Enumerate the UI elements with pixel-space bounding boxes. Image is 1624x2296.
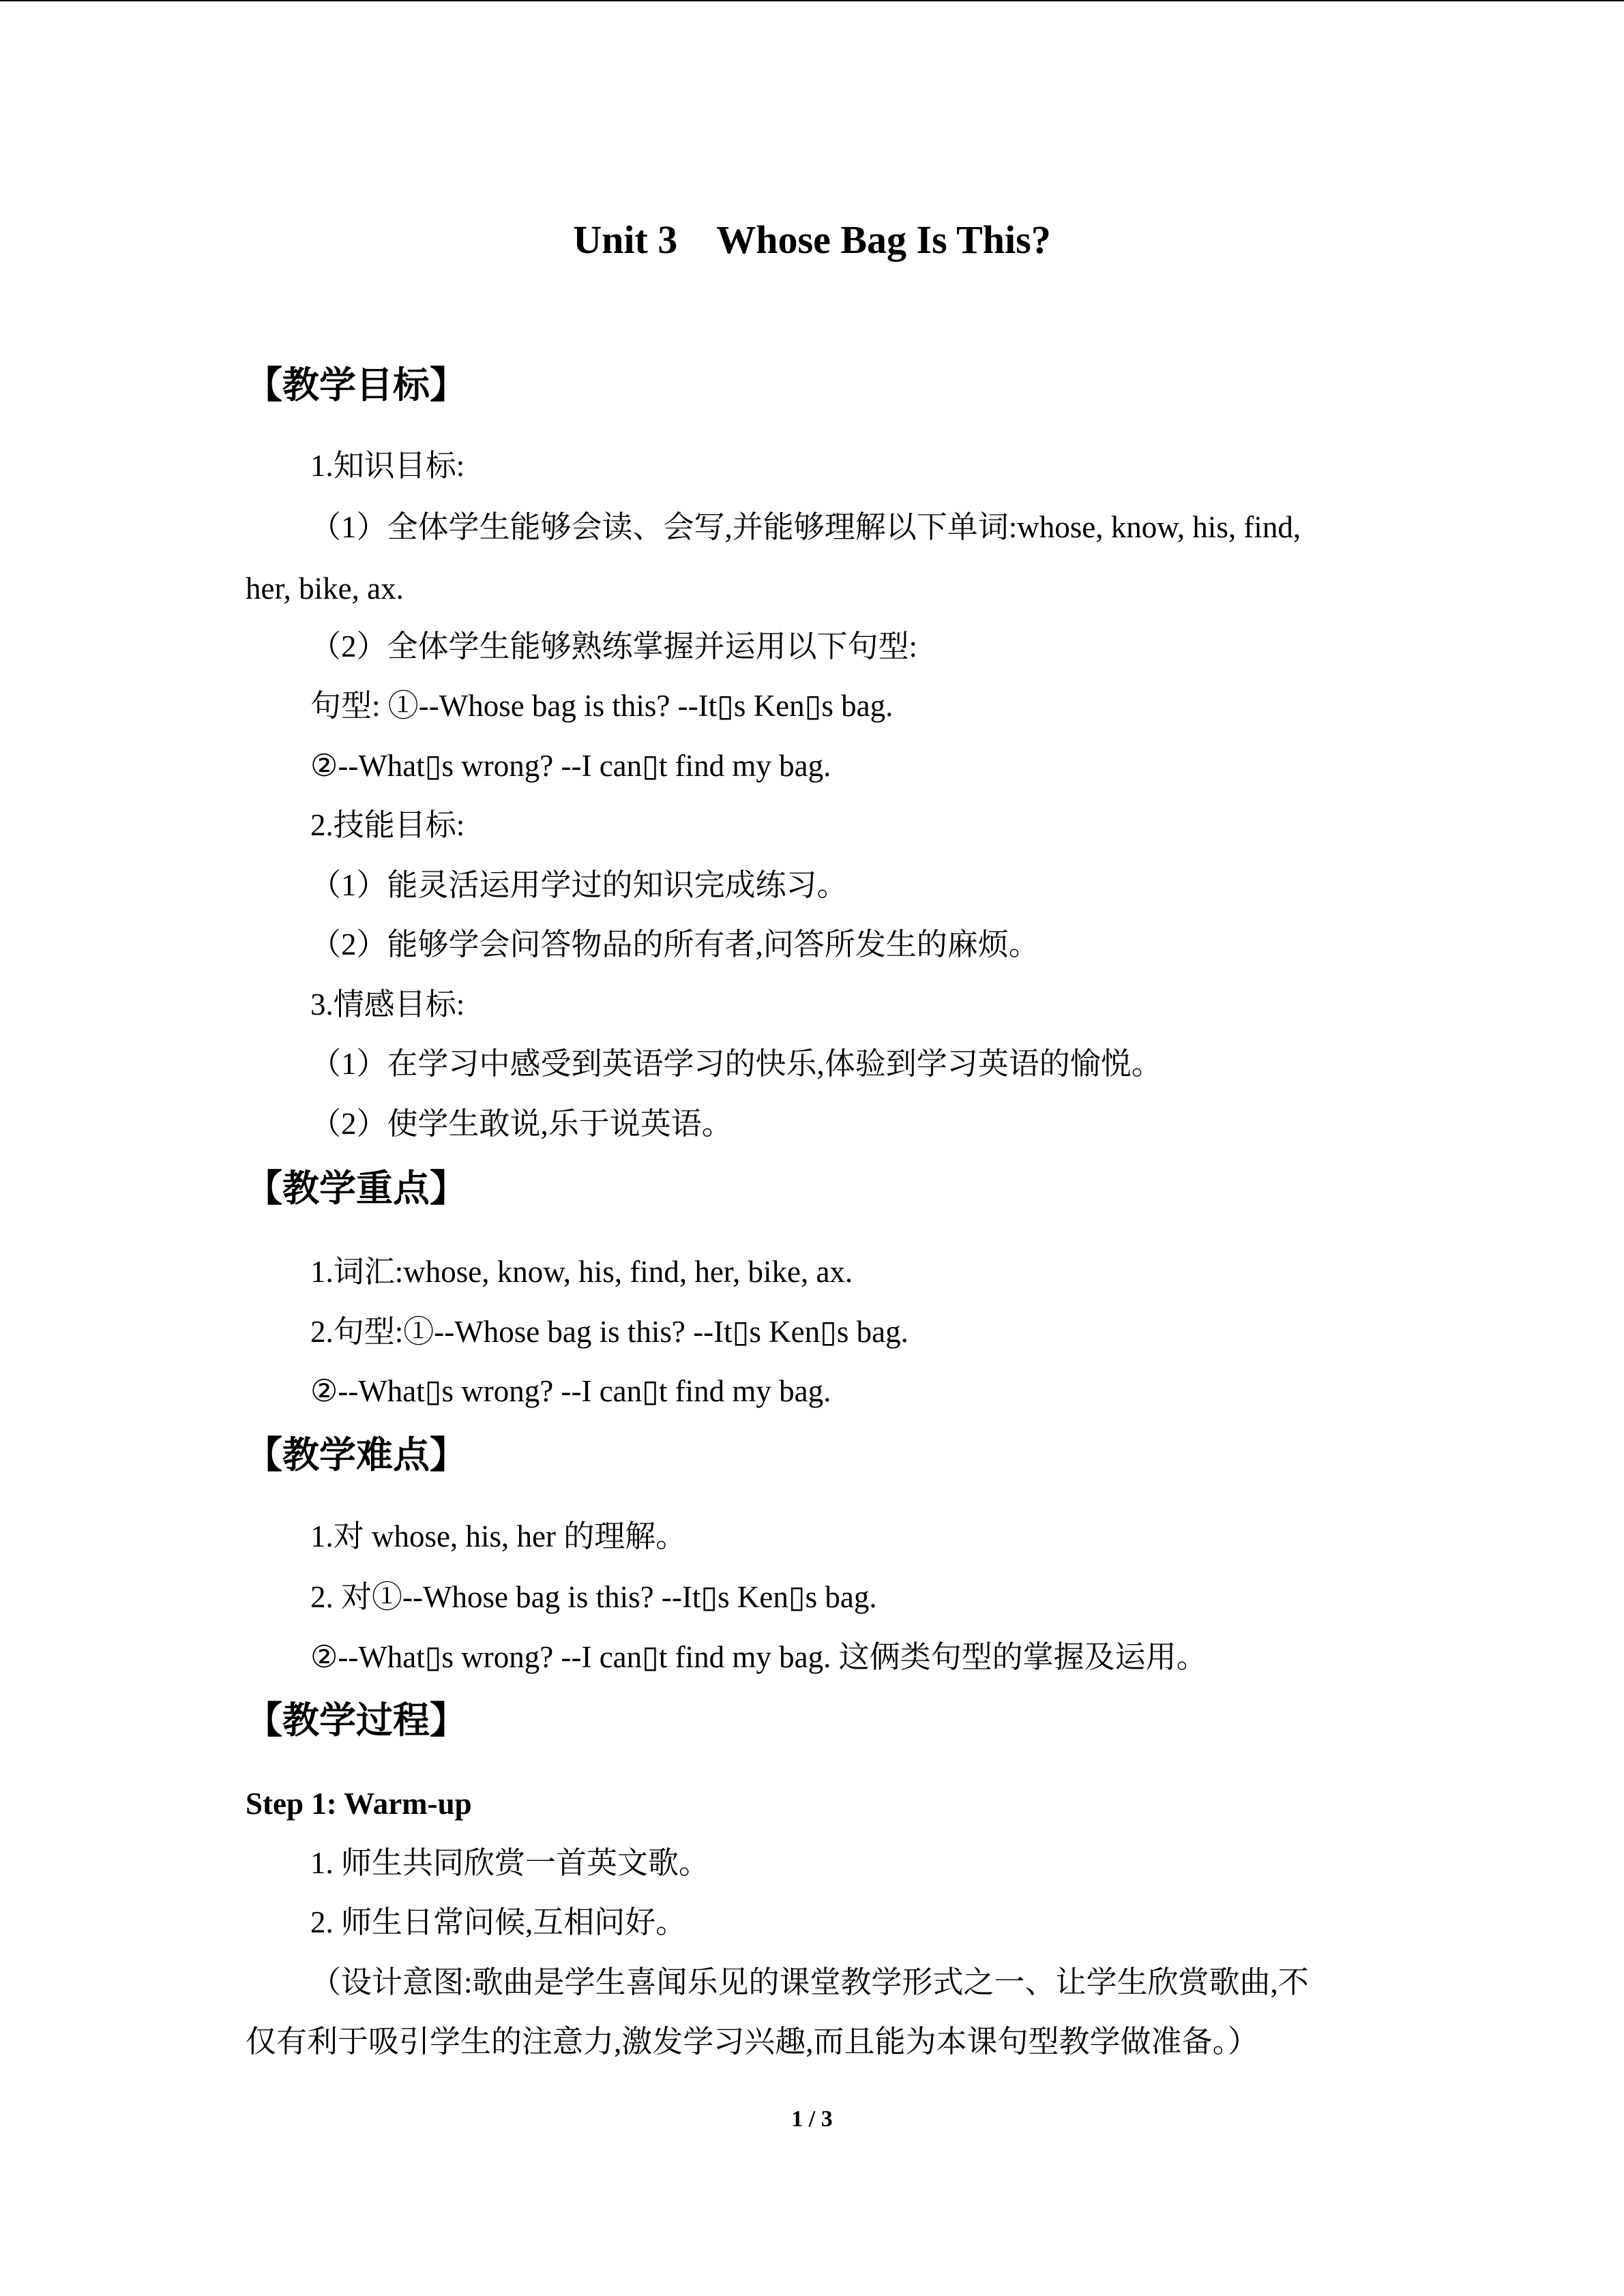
sentence-pattern-1: 句型: ①--Whose bag is this? --It▯s Ken▯s bag. [310,689,894,723]
process-item-1: 1. 师生共同欣赏一首英文歌。 [310,1846,710,1880]
design-intent-line-1: （设计意图:歌曲是学生喜闻乐见的课堂教学形式之一、让学生欣赏歌曲,不 [310,1965,1309,1999]
key-point-item-1: 1.词汇:whose, know, his, find, her, bike, ax. [310,1255,853,1289]
knowledge-objectives-label: 1.知识目标: [310,449,465,483]
skill-item-1: （1）能灵活运用学过的知识完成练习。 [310,868,848,902]
emotion-item-2: （2）使学生敢说,乐于说英语。 [310,1107,733,1141]
difficulty-item-3: ②--What▯s wrong? --I can▯t find my bag. 这俩类句型的掌握及运用。 [310,1640,1207,1674]
heading-key-points: 【教学重点】 [246,1168,467,1209]
emotion-objectives-label: 3.情感目标: [310,987,465,1022]
skill-objectives-label: 2.技能目标: [310,808,465,842]
difficulty-item-1: 1.对 whose, his, her 的理解。 [310,1519,687,1553]
heading-process: 【教学过程】 [246,1700,467,1741]
skill-item-2: （2）能够学会问答物品的所有者,问答所发生的麻烦。 [310,927,1039,961]
design-intent-line-2: 仅有利于吸引学生的注意力,激发学习兴趣,而且能为本课句型教学做准备。） [246,2025,1259,2059]
top-border-line [0,0,1624,1]
sentence-pattern-2: ②--What▯s wrong? --I can▯t find my bag. [310,749,831,783]
knowledge-item-2: （2）全体学生能够熟练掌握并运用以下句型: [310,629,918,664]
step-1-title: Step 1: Warm-up [246,1787,472,1821]
difficulty-item-2: 2. 对①--Whose bag is this? --It▯s Ken▯s bag. [310,1580,877,1614]
document-title: Unit 3 Whose Bag Is This? [573,218,1051,262]
heading-objectives: 【教学目标】 [246,365,467,406]
process-item-2: 2. 师生日常问候,互相问好。 [310,1905,687,1939]
heading-difficulties: 【教学难点】 [246,1435,467,1476]
knowledge-item-1-line-2: her, bike, ax. [246,571,404,606]
key-point-item-2: 2.句型:①--Whose bag is this? --It▯s Ken▯s bag. [310,1315,909,1349]
key-point-item-3: ②--What▯s wrong? --I can▯t find my bag. [310,1374,831,1408]
knowledge-item-1-line-1: （1）全体学生能够会读、会写,并能够理解以下单词:whose, know, his, find, [310,510,1301,544]
emotion-item-1: （1）在学习中感受到英语学习的快乐,体验到学习英语的愉悦。 [310,1047,1162,1081]
page-number: 1 / 3 [791,2106,833,2132]
